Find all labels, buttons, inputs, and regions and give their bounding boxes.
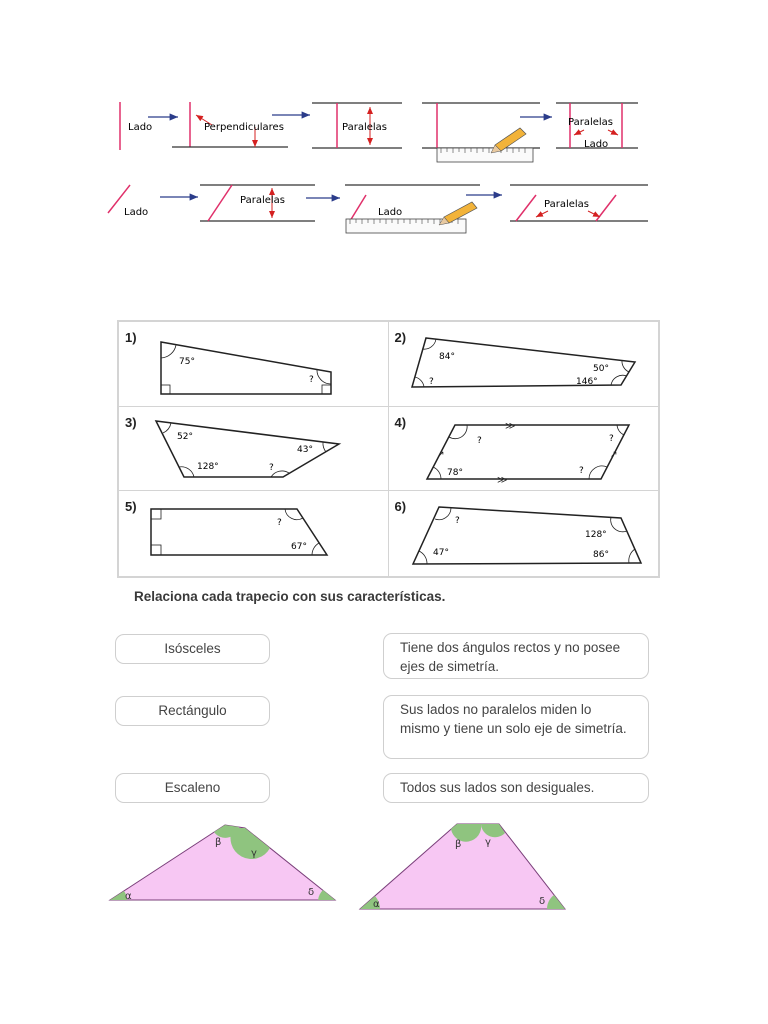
exercise-6 — [389, 491, 659, 576]
exercise-2 — [389, 322, 659, 407]
ruler-icon — [437, 148, 533, 162]
angle-label: ? — [428, 377, 434, 387]
gamma-label: γ — [485, 837, 491, 848]
angle-label: 84° — [438, 352, 455, 362]
definition-2[interactable]: Sus lados no paralelos miden lo mismo y tiene un solo eje de simetría. — [383, 695, 649, 759]
term-escaleno[interactable]: Escaleno — [115, 773, 270, 803]
beta-label: β — [455, 839, 462, 850]
exercise-number: 6) — [394, 499, 407, 515]
instruction-text: Relaciona cada trapecio con sus características. — [134, 589, 446, 604]
angle-label: ? — [277, 518, 282, 529]
angle-label: ? — [578, 465, 584, 476]
row1-lado-label: Lado — [128, 122, 153, 133]
angle-label: 128° — [197, 461, 219, 472]
alpha-label: α — [125, 891, 132, 902]
angle-label: 67° — [291, 542, 307, 553]
parallel-construction-diagram — [100, 95, 660, 245]
row2-paralelas-b-label: Paralelas — [544, 199, 589, 210]
row2-paralelas-label: Paralelas — [240, 195, 285, 206]
angle-label: ? — [476, 435, 482, 446]
parallel-mark-icon: ≫ — [504, 420, 515, 432]
angle-label: 146° — [575, 377, 598, 387]
delta-label: δ — [308, 887, 315, 898]
alpha-label: α — [373, 899, 380, 910]
beta-label: β — [215, 837, 222, 848]
exercise-number: 4) — [394, 414, 407, 430]
row2-lado-b-label: Lado — [378, 207, 403, 218]
angle-label: 43° — [297, 444, 313, 455]
row1-lado-b-label: Lado — [584, 139, 609, 150]
row2-lado-label: Lado — [124, 207, 149, 218]
angle-label: 128° — [584, 530, 607, 541]
trapezoid-angles-left — [105, 820, 345, 905]
parallel-mark-icon: ↗ — [436, 449, 445, 460]
exercise-3 — [119, 407, 389, 492]
angle-label: ? — [454, 516, 460, 527]
parallel-mark-icon: ↗ — [609, 449, 618, 460]
row1-paralelas-b-label: Paralelas — [568, 117, 613, 128]
gamma-label: γ — [251, 848, 257, 859]
angle-label: ? — [269, 462, 274, 473]
row1-paralelas-label: Paralelas — [342, 122, 387, 133]
exercise-1 — [119, 322, 389, 407]
exercise-number: 1) — [125, 330, 137, 345]
exercise-5 — [119, 491, 389, 576]
angle-label: 52° — [177, 431, 193, 442]
term-rectangulo[interactable]: Rectángulo — [115, 696, 270, 726]
exercise-number: 2) — [394, 330, 407, 345]
definition-3[interactable]: Todos sus lados son desiguales. — [383, 773, 649, 803]
term-isosceles[interactable]: Isósceles — [115, 634, 270, 664]
row1-perpendiculares-label: Perpendiculares — [204, 122, 284, 133]
angle-label: 78° — [446, 467, 463, 478]
exercise-number: 5) — [125, 499, 137, 515]
angle-label: 75° — [179, 357, 195, 367]
delta-label: δ — [539, 896, 546, 907]
parallel-mark-icon: ≫ — [496, 474, 507, 486]
exercise-4 — [389, 407, 659, 492]
angle-label: ? — [309, 375, 314, 385]
angle-label: 50° — [592, 364, 609, 374]
definition-1[interactable]: Tiene dos ángulos rectos y no posee ejes de simetría. — [383, 633, 649, 679]
trapezoid-angles-right — [355, 820, 575, 915]
angle-label: 47° — [432, 548, 449, 559]
exercise-number: 3) — [125, 414, 137, 430]
trapezoid-exercise-grid — [117, 320, 660, 578]
angle-label: ? — [608, 433, 614, 444]
angle-label: 86° — [592, 550, 609, 561]
